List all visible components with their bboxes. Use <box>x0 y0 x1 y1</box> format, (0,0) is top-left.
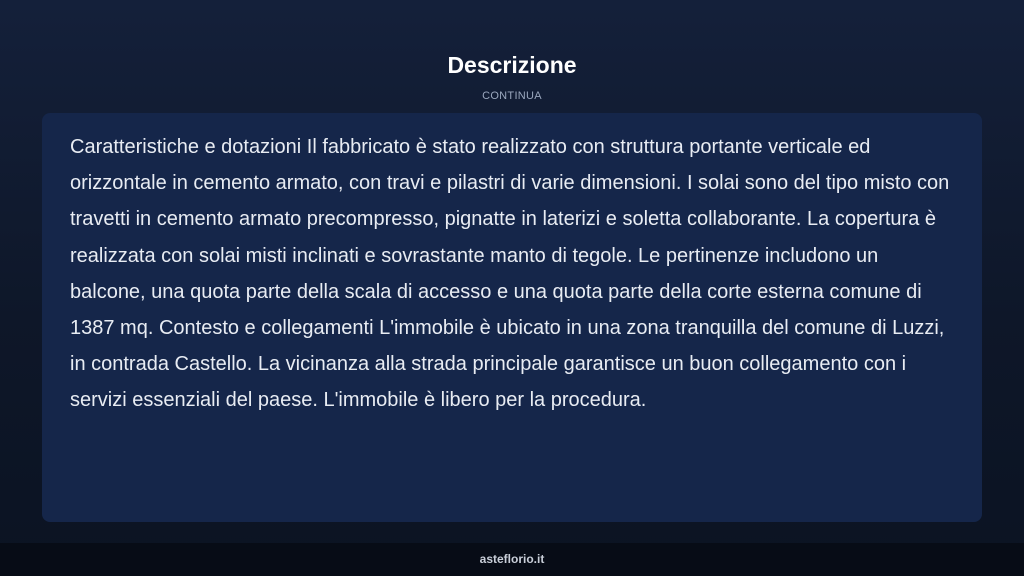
footer-site-label: asteflorio.it <box>479 552 545 566</box>
page-subtitle: CONTINUA <box>482 90 542 102</box>
description-card <box>42 113 982 522</box>
page-title: Descrizione <box>447 52 577 78</box>
description-text: Caratteristiche e dotazioni Il fabbricato è stato realizzato con struttura portante verticale ed orizzontale in cemento armato, con travi e pilastri di varie dimensioni. I solai sono del tipo misto con travetti in cemento armato precompresso, pignatte in laterizi e soletta collaborante. La copertura è realizzata con solai misti inclinati e sovrastante manto di tegole. Le pertinenze includono un balcone, una quota parte della scala di accesso e una quota parte della corte esterna comune di 1387 mq. Contesto e collegamenti L'immobile è ubicato in una zona tranquilla del comune di Luzzi, in contrada Castello. La vicinanza alla strada principale garantisce un buon collegamento con i servizi essenziali del paese. L'immobile è libero per la procedura. <box>70 136 950 412</box>
footer-bar <box>0 543 1024 576</box>
